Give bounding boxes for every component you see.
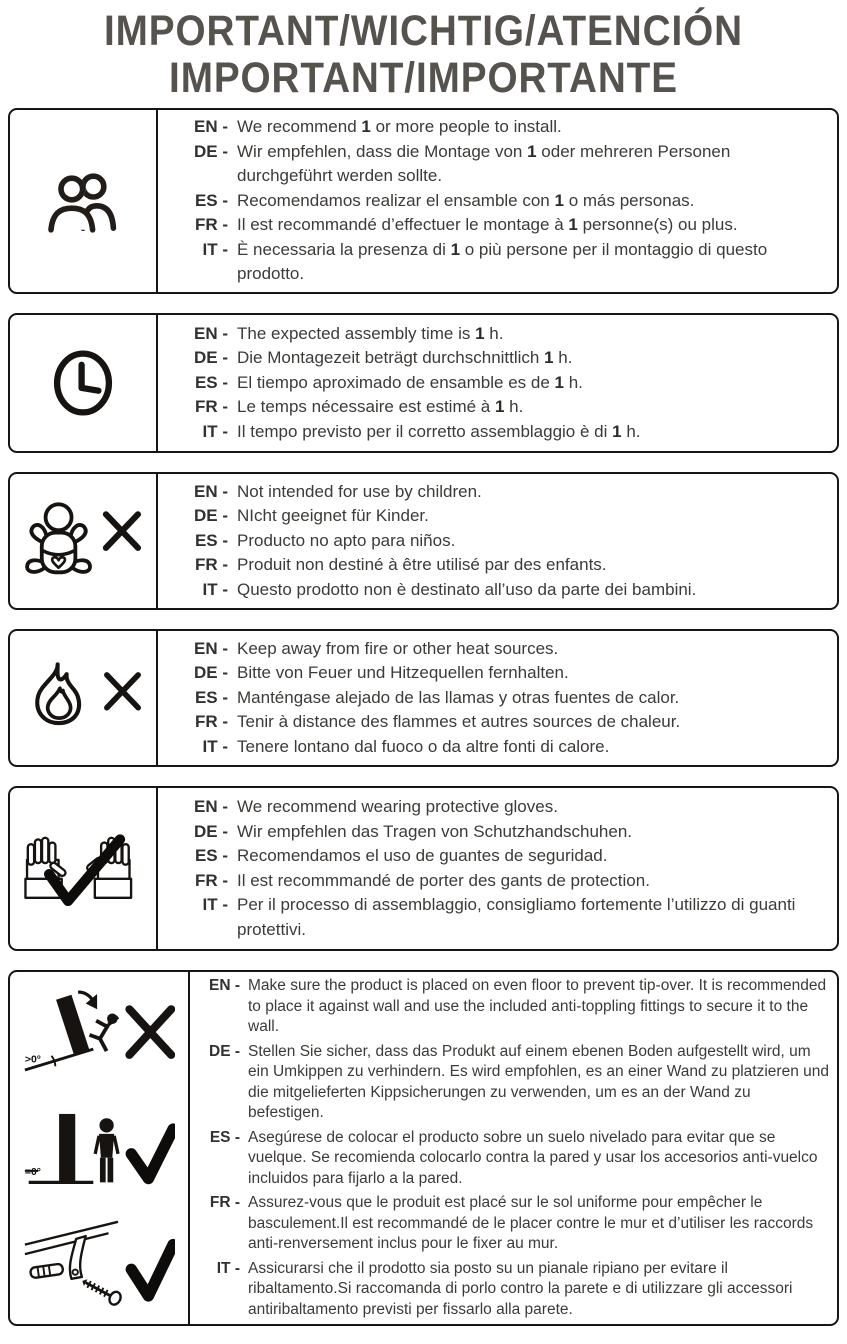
warning-text-people <box>158 110 837 292</box>
lang-label: IT - <box>202 579 228 599</box>
upright-cabinet-icon <box>23 1098 175 1204</box>
lang-label: ES - <box>194 372 228 392</box>
lang-label: ES - <box>194 190 228 210</box>
lang-text: We recommend wearing protective gloves. <box>237 797 558 816</box>
lang-text: El tiempo aproximado de ensamble es de 1 h. <box>237 372 583 392</box>
warning-box-people <box>8 108 839 294</box>
lang-label: EN - <box>194 323 228 343</box>
lang-row <box>182 893 823 942</box>
lang-text: Stellen Sie sicher, dass das Produkt auf einem ebenen Boden aufgestellt wird, um ein Umkippen zu verhindern. Es wird empfohlen, es an einer Wand zu platzieren und die mitgelieferten Kippsicherungen zu verwenden, um es an der Wand zu befestigen. <box>248 1042 829 1121</box>
lang-text: Il est recommandé d’effectuer le montage à 1 personne(s) ou plus. <box>237 215 738 235</box>
lang-row <box>182 869 823 894</box>
lang-label: DE - <box>209 1042 240 1060</box>
lang-label: EN - <box>194 481 228 501</box>
wall-anchor-icon <box>23 1216 175 1316</box>
lang-text: Make sure the product is placed on even floor to prevent tip-over. It is recommended to place it against wall and use the included anti-toppling fittings to secure it to the wall. <box>248 977 827 1035</box>
lang-text: Produit non destiné à être utilisé par des enfants. <box>237 555 607 575</box>
lang-row <box>182 346 823 371</box>
lang-row <box>182 213 823 238</box>
lang-label: FR - <box>194 870 228 890</box>
lang-text: Wir empfehlen, dass die Montage von 1 oder mehreren Personen durchgeführt werden sollte. <box>237 141 731 186</box>
lang-text: Recomendamos realizar el ensamble con 1 o más personas. <box>237 190 695 210</box>
lang-text: We recommend 1 or more people to install. <box>237 117 562 137</box>
lang-text: Bitte von Feuer und Hitzequellen fernhalten. <box>237 663 569 683</box>
page-title-line1: IMPORTANT/WICHTIG/ATENCIÓN <box>104 7 743 55</box>
lang-label: IT - <box>202 421 228 441</box>
lang-text: Not intended for use by children. <box>237 481 482 501</box>
lang-row <box>198 976 829 1038</box>
lang-text: The expected assembly time is 1 h. <box>237 323 504 343</box>
angle-label-upright: =0° <box>24 1166 41 1178</box>
lang-label: IT - <box>202 239 228 259</box>
lang-row <box>182 322 823 347</box>
lang-text: Per il processo di assemblaggio, consigliamo fortemente l’utilizzo di guanti protettivi. <box>237 895 796 939</box>
warning-box-time <box>8 313 839 453</box>
lang-label: IT - <box>202 895 228 914</box>
protective-gloves-icon <box>10 788 158 949</box>
no-children-icon <box>10 474 158 608</box>
warning-text-fire <box>158 631 837 765</box>
lang-label: DE - <box>194 506 228 526</box>
lang-row <box>182 480 823 505</box>
lang-label: IT - <box>216 1259 240 1277</box>
lang-text: Questo prodotto non è destinato all’uso da parte dei bambini. <box>237 579 697 599</box>
anti-tipover-icons <box>10 972 190 1324</box>
lang-text: Assicurarsi che il prodotto sia posto su un pianale ripiano per evitare il ribaltamento.Si raccomanda di porlo contro la parete e di utilizzare gli accessori antiribaltamento previsti per fissarlo alla parete. <box>248 1259 793 1318</box>
clock-icon <box>10 315 158 451</box>
lang-row <box>198 1259 829 1321</box>
tipping-cabinet-icon <box>23 980 175 1086</box>
lang-row <box>198 1193 829 1255</box>
lang-label: FR - <box>194 712 228 732</box>
lang-row <box>182 140 823 189</box>
warning-box-children <box>8 472 839 610</box>
lang-label: DE - <box>194 348 228 368</box>
lang-text: Asegúrese de colocar el producto sobre un suelo nivelado para evitar que se vuelque. Se recomienda colocarlo contra la pared y usar los accesorios anti-vuelco incluidos para fijarlo a la pared. <box>248 1128 818 1187</box>
lang-label: DE - <box>194 821 228 841</box>
warning-text-gloves <box>158 788 837 949</box>
warning-text-tipover <box>190 972 837 1324</box>
lang-text: È necessaria la presenza di 1 o più persone per il montaggio di questo prodotto. <box>237 239 768 284</box>
lang-text: Il tempo previsto per il corretto assemblaggio è di 1 h. <box>237 421 641 441</box>
lang-row <box>182 820 823 845</box>
lang-text: Il est recommmandé de porter des gants de protection. <box>237 870 650 890</box>
lang-text: Le temps nécessaire est estimé à 1 h. <box>237 397 524 417</box>
lang-row <box>182 795 823 820</box>
lang-row <box>198 1128 829 1190</box>
lang-label: EN - <box>194 117 228 137</box>
warning-box-tipover <box>8 970 839 1326</box>
warning-box-gloves <box>8 786 839 951</box>
lang-label: ES - <box>194 846 228 865</box>
lang-row <box>182 420 823 445</box>
page-title-line2: IMPORTANT/IMPORTANTE <box>169 54 678 102</box>
two-people-icon <box>10 110 158 292</box>
lang-label: IT - <box>202 736 228 756</box>
lang-label: DE - <box>194 141 228 161</box>
lang-row <box>182 395 823 420</box>
lang-text: Producto no apto para niños. <box>237 530 456 550</box>
page-title <box>42 0 804 102</box>
lang-label: ES - <box>194 530 228 550</box>
lang-text: Recomendamos el uso de guantes de seguridad. <box>237 846 608 865</box>
angle-label-tilted: >0° <box>24 1054 41 1066</box>
warning-boxes <box>0 102 847 1326</box>
lang-row <box>182 553 823 578</box>
lang-label: FR - <box>209 1194 240 1211</box>
lang-label: FR - <box>194 397 228 417</box>
no-fire-icon <box>10 631 158 765</box>
lang-row <box>182 661 823 686</box>
lang-row <box>182 504 823 529</box>
lang-row <box>182 578 823 603</box>
lang-text: Wir empfehlen das Tragen von Schutzhandschuhen. <box>237 821 633 841</box>
lang-row <box>182 238 823 287</box>
lang-text: Manténgase alejado de las llamas y otras fuentes de calor. <box>237 687 680 707</box>
lang-label: EN - <box>194 797 228 816</box>
lang-row <box>182 686 823 711</box>
lang-row <box>198 1042 829 1124</box>
lang-label: FR - <box>194 555 228 575</box>
lang-label: DE - <box>194 663 228 683</box>
lang-row <box>182 735 823 760</box>
lang-text: Keep away from fire or other heat sources. <box>237 638 559 658</box>
lang-text: Assurez-vous que le produit est placé sur le sol uniforme pour empêcher le basculement.Il est recommandé de le placer contre le mur et d’utiliser les raccords anti-renversement inclus pour le fixer au mur. <box>248 1194 814 1252</box>
lang-text: Die Montagezeit beträgt durchschnittlich 1 h. <box>237 348 573 368</box>
lang-label: ES - <box>194 687 228 707</box>
lang-row <box>182 115 823 140</box>
warning-text-children <box>158 474 837 608</box>
lang-row <box>182 637 823 662</box>
warning-box-fire <box>8 629 839 767</box>
lang-row <box>182 710 823 735</box>
lang-label: EN - <box>209 977 240 994</box>
warning-text-time <box>158 315 837 451</box>
lang-text: Tenir à distance des flammes et autres sources de chaleur. <box>237 712 681 732</box>
lang-row <box>182 371 823 396</box>
lang-label: FR - <box>194 215 228 235</box>
lang-row <box>182 844 823 869</box>
lang-label: ES - <box>209 1128 240 1146</box>
lang-text: Tenere lontano dal fuoco o da altre fonti di calore. <box>237 736 610 756</box>
lang-text: NIcht geeignet für Kinder. <box>237 506 429 526</box>
lang-row <box>182 529 823 554</box>
lang-row <box>182 189 823 214</box>
lang-label: EN - <box>194 638 228 658</box>
